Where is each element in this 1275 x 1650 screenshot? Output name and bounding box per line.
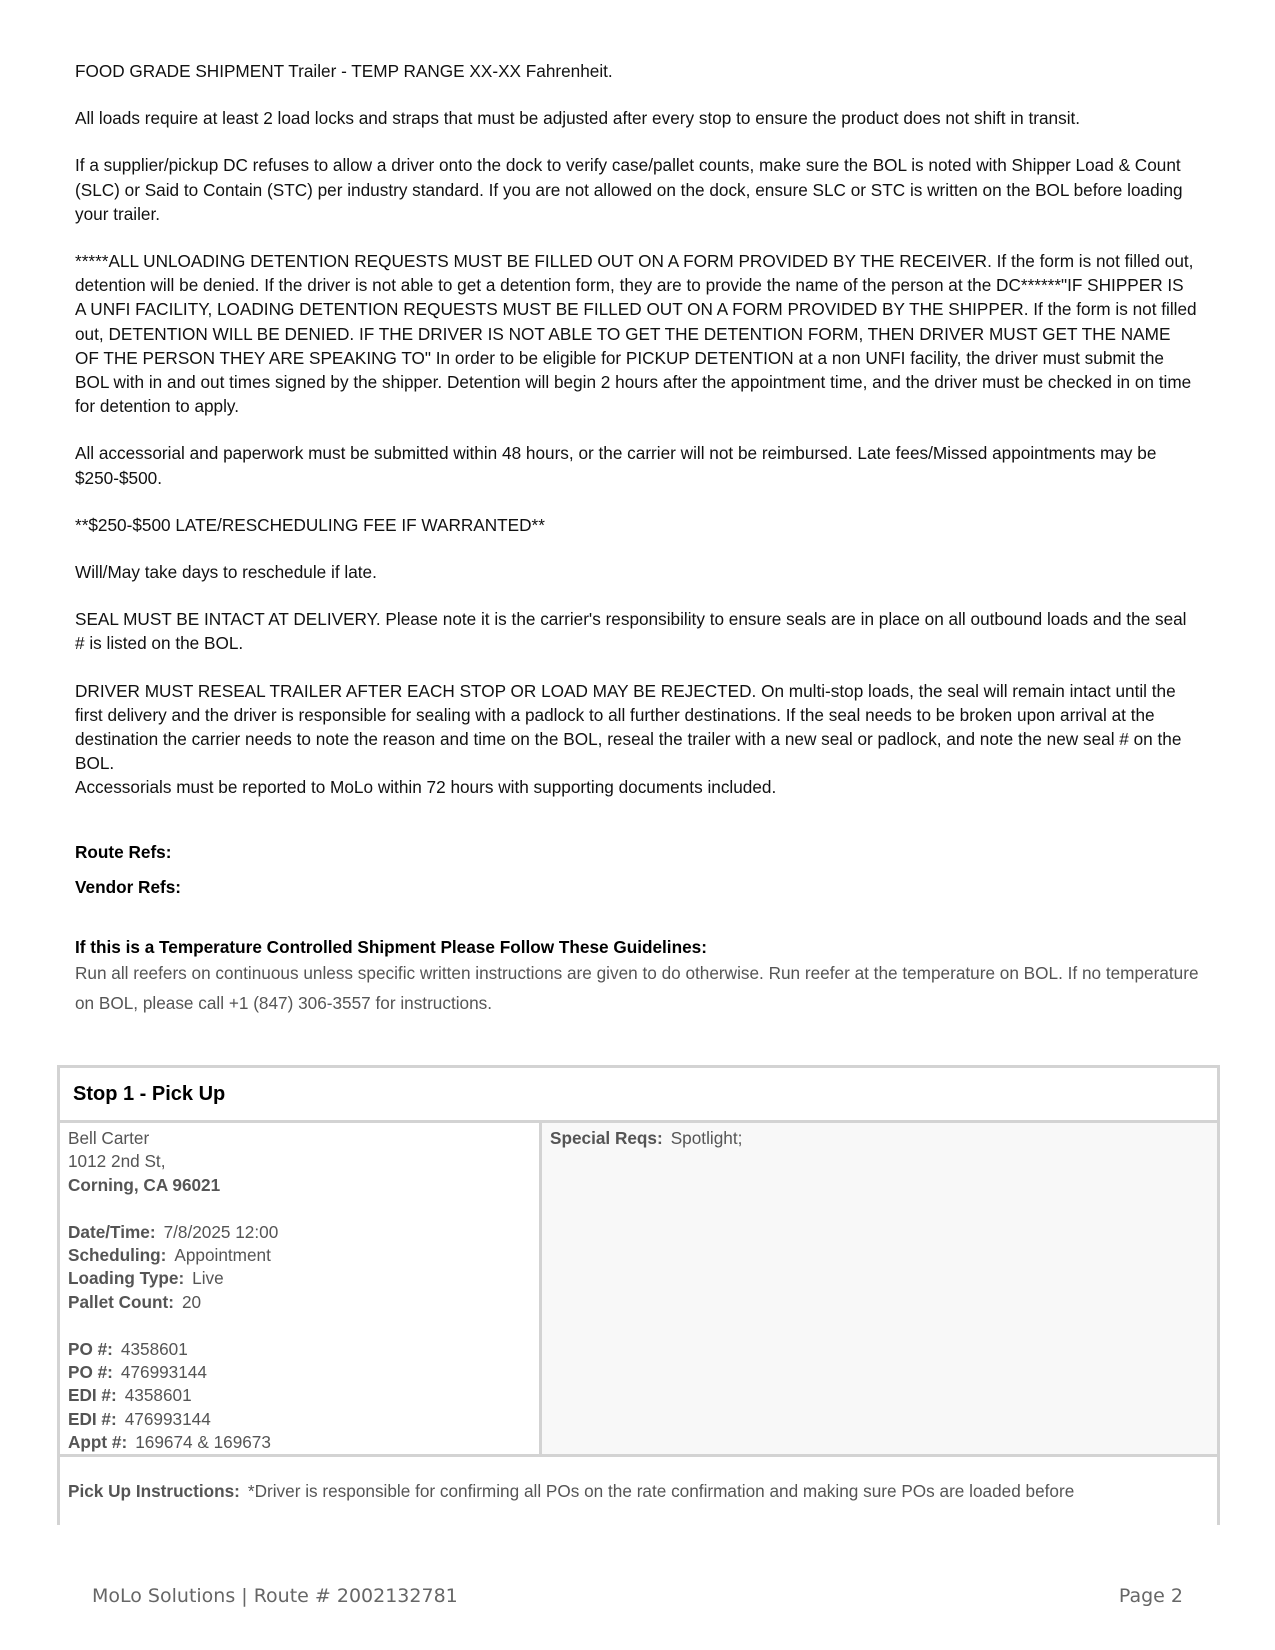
detail-row: [68, 1291, 539, 1314]
detail-value: 20: [182, 1291, 202, 1312]
detail-value: Live: [192, 1268, 224, 1289]
detail-row: [68, 1267, 539, 1290]
special-reqs-label: Special Reqs:: [550, 1128, 663, 1148]
ref-value: 169674 & 169673: [135, 1432, 271, 1453]
detail-label: Scheduling:: [68, 1245, 167, 1266]
ref-label: EDI #:: [68, 1385, 117, 1406]
paragraph: If a supplier/pickup DC refuses to allow a driver onto the dock to verify case/pallet counts, make sure the BOL is noted with Shipper Load & Count (SLC) or Said to Contain (STC) per industry standard. If you are not allowed on the dock, ensure SLC or STC is written on the BOL before loading your trailer.: [75, 155, 1183, 224]
paragraph: *****ALL UNLOADING DETENTION REQUESTS MUST BE FILLED OUT ON A FORM PROVIDED BY THE RECEIVER. If the form is not filled out, detention will be denied. If the driver is not able to get a detention form, they are to provide the name of the person at the DC******"IF SHIPPER IS A UNFI FACILITY, LOADING DETENTION REQUESTS MUST BE FILLED OUT ON A FORM PROVIDED BY THE SHIPPER. If the form is not filled out, DETENTION WILL BE DENIED. IF THE DRIVER IS NOT ABLE TO GET THE DETENTION FORM, THEN DRIVER MUST GET THE NAME OF THE PERSON THEY ARE SPEAKING TO" In order to be eligible for PICKUP DETENTION at a non UNFI facility, the driver must submit the BOL with in and out times signed by the shipper. Detention will begin 2 hours after the appointment time, and the driver must be checked in on time for detention to apply.: [75, 251, 1197, 417]
paragraph: DRIVER MUST RESEAL TRAILER AFTER EACH STOP OR LOAD MAY BE REJECTED. On multi-stop loads, the seal will remain intact until the first delivery and the driver is responsible for sealing with a padlock to all further destinations. If the seal needs to be broken upon arrival at the destination the carrier needs to note the reason and time on the BOL, reseal the trailer with a new seal or padlock, and note the new seal # on the BOL.: [75, 680, 1182, 774]
stop-card: [57, 1065, 1220, 1525]
paragraph: Accessorials must be reported to MoLo within 72 hours with supporting documents included.: [75, 777, 777, 798]
special-requirements-column: [542, 1123, 1217, 1454]
stop-details: [60, 1123, 1217, 1457]
detail-label: Loading Type:: [68, 1268, 185, 1289]
paragraph: All loads require at least 2 load locks and straps that must be adjusted after every stop to ensure the product does not shift in transit.: [75, 108, 1081, 129]
guidelines-text: Run all reefers on continuous unless specific written instructions are given to do otherwise. Run reefer at the temperature on BOL. If no temperature on BOL, please call +1 (847) 306-3557 for instructions.: [75, 963, 1199, 1013]
footer-page-number: Page 2: [1118, 1585, 1183, 1607]
terms-text: [75, 59, 1197, 800]
vendor-refs-label: Vendor Refs:: [75, 877, 182, 897]
footer-route: MoLo Solutions | Route # 2002132781: [92, 1585, 458, 1607]
shipper-city: Corning, CA 96021: [68, 1174, 221, 1195]
paragraph: SEAL MUST BE INTACT AT DELIVERY. Please note it is the carrier's responsibility to ensure seals are in place on all outbound loads and the seal # is listed on the BOL.: [75, 609, 1187, 654]
pickup-instructions: [60, 1457, 1217, 1502]
detail-label: Pallet Count:: [68, 1291, 174, 1312]
shipper-street: 1012 2nd St,: [68, 1151, 166, 1172]
stop-address-column: [60, 1123, 542, 1454]
detail-value: 7/8/2025 12:00: [163, 1221, 279, 1242]
ref-value: 476993144: [124, 1408, 211, 1429]
ref-label: EDI #:: [68, 1408, 117, 1429]
detail-value: Appointment: [174, 1245, 271, 1266]
ref-label: PO #:: [68, 1362, 113, 1383]
instructions-value: *Driver is responsible for confirming all POs on the rate confirmation and making sure POs are loaded before: [247, 1481, 1075, 1501]
ref-value: 4358601: [120, 1338, 188, 1359]
special-reqs-value: Spotlight;: [670, 1128, 743, 1148]
instructions-label: Pick Up Instructions:: [68, 1481, 240, 1501]
ref-label: Appt #:: [68, 1432, 128, 1453]
ref-value: 4358601: [124, 1385, 192, 1406]
shipper-name: Bell Carter: [68, 1128, 150, 1148]
paragraph: All accessorial and paperwork must be submitted within 48 hours, or the carrier will not be reimbursed. Late fees/Missed appointments may be $250-$500.: [75, 443, 1157, 488]
paragraph: FOOD GRADE SHIPMENT Trailer - TEMP RANGE XX-XX Fahrenheit.: [75, 61, 613, 81]
ref-row: [68, 1338, 539, 1361]
stop-title: Stop 1 - Pick Up: [60, 1068, 1217, 1123]
paragraph: **$250-$500 LATE/RESCHEDULING FEE IF WARRANTED**: [75, 514, 545, 535]
ref-row: [68, 1361, 539, 1384]
guidelines-heading: If this is a Temperature Controlled Shipment Please Follow These Guidelines:: [75, 937, 707, 957]
route-refs-label: Route Refs:: [75, 842, 172, 862]
detail-label: Date/Time:: [68, 1221, 156, 1242]
ref-label: PO #:: [68, 1338, 113, 1359]
ref-row: [68, 1384, 539, 1407]
ref-value: 476993144: [120, 1362, 207, 1383]
detail-row: [68, 1221, 539, 1244]
detail-row: [68, 1244, 539, 1267]
ref-row: [68, 1431, 539, 1454]
paragraph: Will/May take days to reschedule if late.: [75, 562, 377, 583]
ref-row: [68, 1408, 539, 1431]
